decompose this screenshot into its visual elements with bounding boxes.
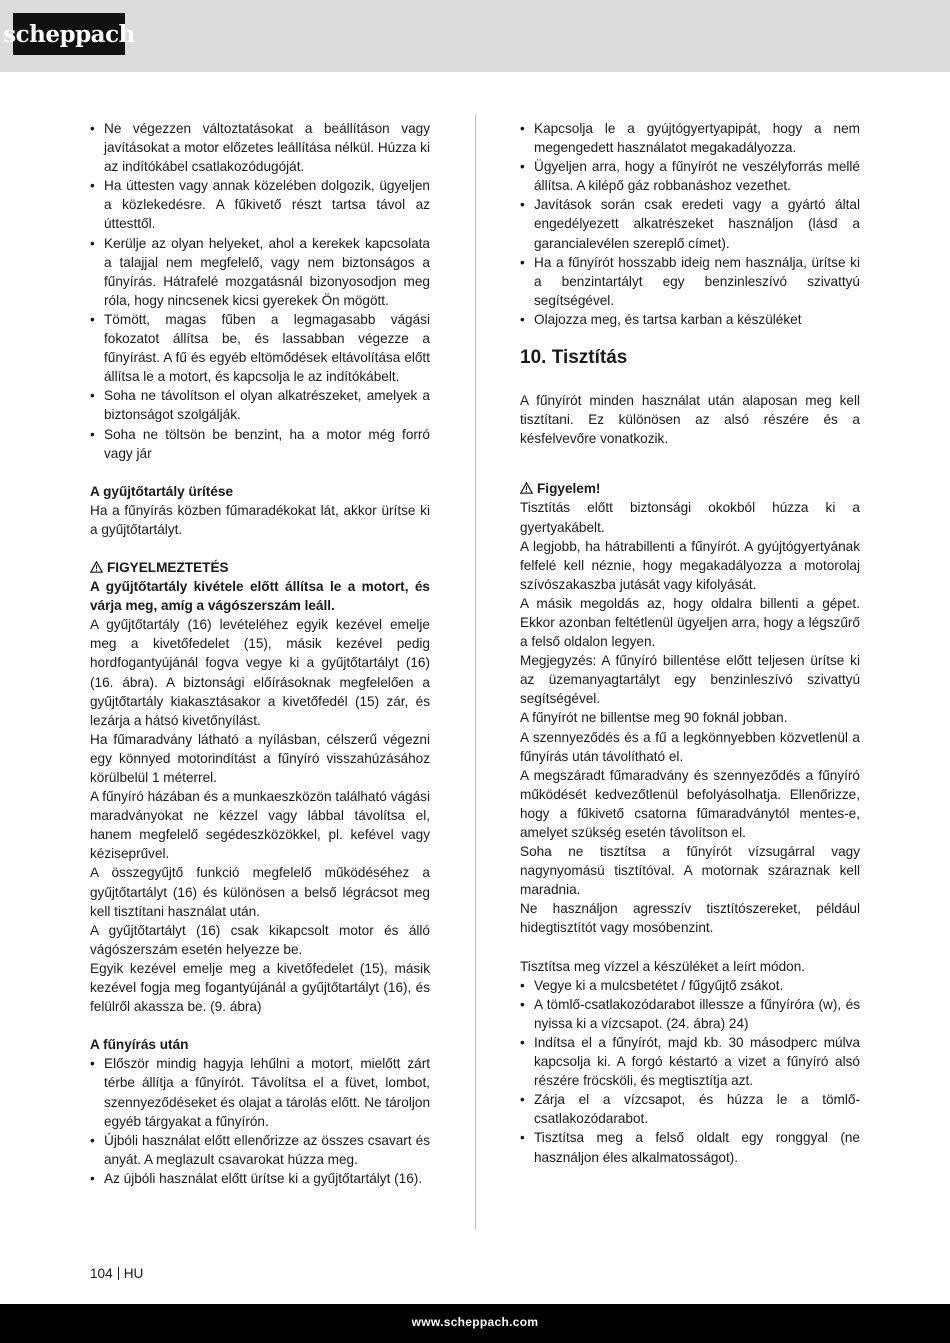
paragraph: Tisztítás előtt biztonsági okokból húzza ki a gyertyakábelt. <box>520 500 860 535</box>
cleaning-intro: A fűnyírót minden használat után alaposan meg kell tisztítani. Ez különösen az alsó részére és a késfelvevőre vonatkozik. <box>520 393 860 447</box>
column-divider <box>475 115 476 1230</box>
list-item: • Kerülje az olyan helyeket, ahol a kerekek kapcsolata a talajjal nem megfelelő, vagy nem biztonságos a fűnyírás. Hátrafelé mozgatásnál bizonyosodjon meg róla, hogy nincsenek kicsi gyerekek Ön mögött. <box>90 234 430 310</box>
list-item: • Az újbóli használat előtt ürítse ki a gyűjtőtartályt (16). <box>90 1169 430 1188</box>
website-link[interactable]: www.scheppach.com <box>411 1315 539 1329</box>
section-number: 10. <box>520 347 547 369</box>
left-column <box>90 119 430 1188</box>
language-code: HU <box>123 1266 144 1281</box>
list-item: • Ha a fűnyírót hosszabb ideig nem használja, ürítse ki a benzintartályt egy benzinleszívó szivattyú segítségével. <box>520 253 860 310</box>
paragraph: A összegyűjtő funkció megfelelő működéséhez a gyűjtőtartályt (16) és különösen a belső légrácsot meg kell tisztítani használat után. <box>90 865 430 919</box>
list-item: • Először mindig hagyja lehűlni a motort, mielőtt zárt térbe állítja a fűnyírót. Távolítsa el a füvet, lombot, szennyeződéseket és olajat a tárolás előtt. Ne tároljon egyéb tárgyakat a fűnyírón. <box>90 1054 430 1130</box>
after-mowing-heading: A fűnyírás után <box>90 1037 189 1053</box>
warning-triangle-icon <box>90 558 103 577</box>
attention-heading <box>520 479 860 498</box>
paragraph: A gyűjtőtartály (16) levételéhez egyik kezével emelje meg a kivetőfedelet (15), másik kezével pedig hordfogantyújánál fogva vegye ki a gyűjtőtartályt (16) (16. ábra). A biztonsági előírásoknak megfelelően a gyűjtőtartály kiakasztásakor a kivetőfedél (15) zár, és lezárja a hátsó kivetőnyílást. <box>90 617 430 728</box>
paragraph: A szennyeződés és a fű a legkönnyebben közvetlenül a fűnyírás után távolítható el. <box>520 729 860 764</box>
page-separator <box>118 1267 119 1280</box>
paragraph: Egyik kezével emelje meg a kivetőfedelet (15), másik kezével fogja meg fogantyújánál a gyűjtőtartályt (16), és felülről akassza be. (9. ábra) <box>90 960 430 1015</box>
page-number-value: 104 <box>90 1266 113 1281</box>
section-heading <box>520 346 860 370</box>
list-item: • Javítások során csak eredeti vagy a gyártó által engedélyezett alkatrészeket használjon (lásd a garancialevélen szereplő címet). <box>520 195 860 252</box>
paragraph: Ne használjon agresszív tisztítószereket, például hidegtisztítót vagy mosóbenzint. <box>520 901 860 936</box>
paragraph: Ha fűmaradvány látható a nyílásban, célszerű végezni egy könnyed motorindítást a fűnyíró visszahúzásához körülbelül 1 méterrel. <box>90 731 430 785</box>
attention-title: Figyelem! <box>537 481 601 497</box>
list-item: • Tömött, magas fűben a legmagasabb vágási fokozatot állítsa be, és lassabban végezze a fűnyírást. A fű és egyéb eltömődések eltávolítása előtt állítsa le a motort, és kapcsolja le az indítókábelt. <box>90 310 430 386</box>
after-mowing-list <box>90 1054 430 1188</box>
paragraph: A másik megoldás az, hogy oldalra billenti a gépet. Ekkor azonban feltétlenül ügyeljen arra, hogy a légszűrő a felső oldalon legyen. <box>520 595 860 650</box>
emptying-text: Ha a fűnyírás közben fűmaradékokat lát, akkor ürítse ki a gyűjtőtartályt. <box>90 502 430 537</box>
list-item: • Tisztítsa meg a felső oldalt egy ronggyal (ne használjon éles alkalmatosságot). <box>520 1128 860 1166</box>
list-item: • Vegye ki a mulcsbetétet / fűgyűjtő zsákot. <box>520 976 860 995</box>
section-title: Tisztítás <box>551 347 628 369</box>
paragraph: Soha ne tisztítsa a fűnyírót vízsugárral vagy nagynyomású tisztítóval. A motornak száraznak kell maradnia. <box>520 844 860 898</box>
paragraph: A legjobb, ha hátrabillenti a fűnyírót. A gyújtógyertyának felfelé kell néznie, hogy megakadályozza a motorolaj szívószakaszba jutását vagy kifolyását. <box>520 538 860 592</box>
warning-text: A gyűjtőtartály kivétele előtt állítsa le a motort, és várja meg, amíg a vágószerszám leáll. <box>90 579 430 614</box>
footer-bar <box>0 1304 950 1343</box>
list-item: • Zárja el a vízcsapot, és húzza le a tömlő-csatlakozódarabot. <box>520 1090 860 1128</box>
brand-logo: scheppach <box>13 13 125 55</box>
list-item: • Soha ne töltsön be benzint, ha a motor még forró vagy jár <box>90 425 430 463</box>
paragraph: A fűnyírót ne billentse meg 90 foknál jobban. <box>520 710 788 726</box>
paragraph: Megjegyzés: A fűnyíró billentése előtt teljesen ürítse ki az üzemanyagtartályt egy benzinleszívó szivattyú segítségével. <box>520 653 860 707</box>
list-item: • Soha ne távolítson el olyan alkatrészeket, amelyek a biztonságot szolgálják. <box>90 386 430 424</box>
maintenance-list <box>520 119 860 329</box>
list-item: • Indítsa el a fűnyírót, majd kb. 30 másodperc múlva kapcsolja ki. A forgó késtartó a vizet a fűnyíró alsó részére fröcsköli, és megtisztítja azt. <box>520 1033 860 1090</box>
warning-triangle-icon <box>520 479 533 498</box>
list-item: • Kapcsolja le a gyújtógyertyapipát, hogy a nem megengedett használatot megakadályozza. <box>520 119 860 157</box>
list-item: • Olajozza meg, és tartsa karban a készüléket <box>520 310 860 329</box>
list-item: • Ne végezzen változtatásokat a beállításon vagy javításokat a motor előzetes leállítása nélkül. Húzza ki az indítókábel csatlakozódugóját. <box>90 119 430 176</box>
list-item: • Ügyeljen arra, hogy a fűnyírót ne veszélyforrás mellé állítsa. A kilépő gáz robbanáshoz vezethet. <box>520 157 860 195</box>
paragraph: A fűnyíró házában és a munkaeszközön található vágási maradványokat ne kézzel vagy lábbal távolítsa el, hanem megfelelő segédeszközökkel, pl. kefével vagy kéziseprűvel. <box>90 789 430 862</box>
paragraph: A megszáradt fűmaradvány és szennyeződés a fűnyíró működését kedvezőtlenül befolyásolhatja. Ellenőrizze, hogy a fűkivető csatorna fűmaradványtól mentes-e, amelyet szükség esetén távolítson el. <box>520 767 860 840</box>
warning-heading <box>90 558 430 577</box>
header-bar <box>0 0 950 72</box>
list-item: • Újbóli használat előtt ellenőrizze az összes csavart és anyát. A meglazult csavarokat húzza meg. <box>90 1131 430 1169</box>
list-item: • A tömlő-csatlakozódarabot illessze a fűnyíróra (w), és nyissa ki a vízcsapot. (24. ábra) 24) <box>520 995 860 1033</box>
water-cleaning-intro: Tisztítsa meg vízzel a készüléket a leírt módon. <box>520 958 806 974</box>
list-item: • Ha úttesten vagy annak közelében dolgozik, ügyeljen a közlekedésre. A fűkivető részt tartsa távol az úttesttől. <box>90 176 430 233</box>
paragraph: A gyűjtőtartályt (16) csak kikapcsolt motor és álló vágószerszám esetén helyezze be. <box>90 922 430 957</box>
water-cleaning-list <box>520 976 860 1167</box>
warning-title: FIGYELMEZTETÉS <box>107 559 229 575</box>
emptying-heading: A gyűjtőtartály ürítése <box>90 483 234 499</box>
page-number <box>90 1266 143 1281</box>
safety-list <box>90 119 430 463</box>
right-column <box>520 119 860 1167</box>
